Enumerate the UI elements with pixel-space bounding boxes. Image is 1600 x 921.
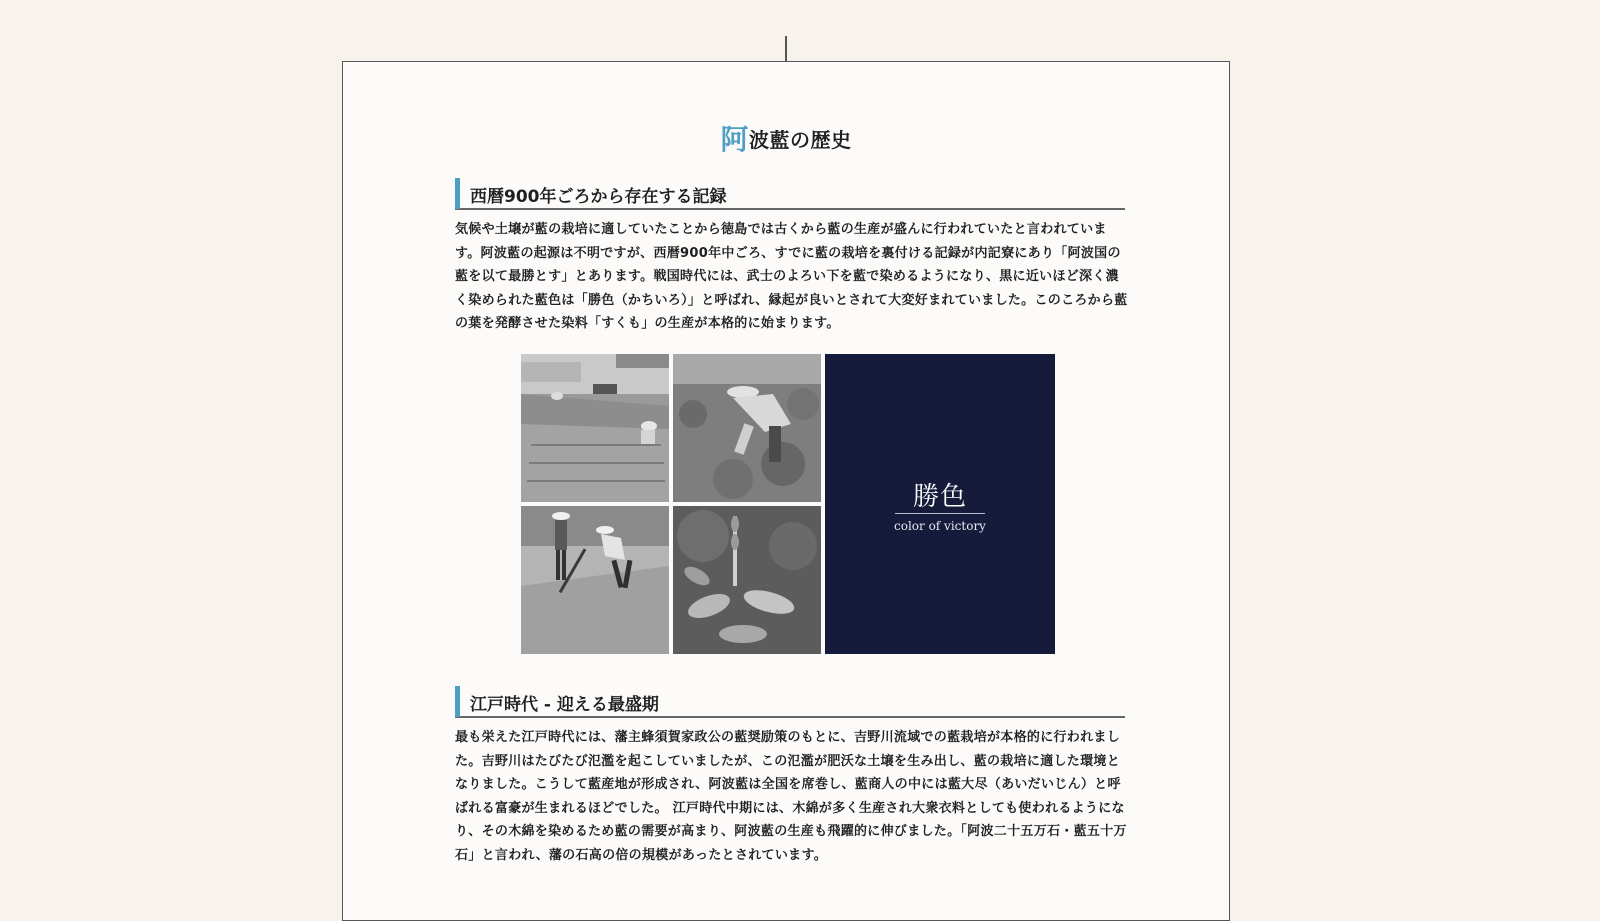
heading-accent-bar [455,178,460,209]
heading-accent-bar [455,686,460,717]
page-title-accent: 阿 [720,123,749,156]
page-title [343,118,1229,158]
section-body-edo: 最も栄えた江戸時代には、藩主蜂須賀家政公の藍奨励策のもとに、吉野川流域での藍栽培が本格的に行われました。吉野川はたびたび氾濫を起こしていましたが、この氾濫が肥沃な土壌を生み出し、藍の栽培に適した環境となりました。こうして藍産地が形成され、阿波藍は全国を席巻し、藍商人の中には藍大尽（あいだいじん）と呼ばれる富豪が生まれるほどでした。 江戸時代中期には、木綿が多く生産され大衆衣料としても使われるようになり、その木綿を染めるため藍の需要が高まり、阿波藍の生産も飛躍的に伸びました。「阿波二十五万石・藍五十万石」と言われ、藩の石高の倍の規模があったとされています。 [455,730,1127,863]
workers-in-field-photo [521,354,669,502]
color-swatch-panel [825,354,1055,654]
page-title-text: 波藍の歴史 [749,128,852,152]
indigo-plant-photo [673,506,821,654]
section-heading-records [455,178,1125,210]
swatch-subtitle: color of victory [894,519,986,533]
workers-with-tools-photo [521,506,669,654]
section-heading-text: 江戸時代 - 迎える最盛期 [470,695,659,715]
section-heading-text: 西暦900年ごろから存在する記録 [470,187,727,207]
section-heading-edo [455,686,1125,718]
section-body-records: 気候や土壌が藍の栽培に適していたことから徳島では古くから藍の生産が盛んに行われていたと言われています。阿波藍の起源は不明ですが、西暦900年中ごろ、すでに藍の栽培を裏付ける記録が内記寮にあり「阿波国の藍を以て最勝とす」とあります。戦国時代には、武士のよろい下を藍で染めるようになり、黒に近いほど深く濃く染められた藍色は「勝色（かちいろ）」と呼ばれ、縁起が良いとされて大変好まれていました。このころから藍の葉を発酵させた染料「すくも」の生産が本格的に始まります。 [455,222,1128,331]
photo-grid [521,354,1056,654]
farmer-harvesting-photo [673,354,821,502]
swatch-divider [895,513,985,514]
document-page [342,61,1230,921]
swatch-name: 勝色 [912,482,967,512]
